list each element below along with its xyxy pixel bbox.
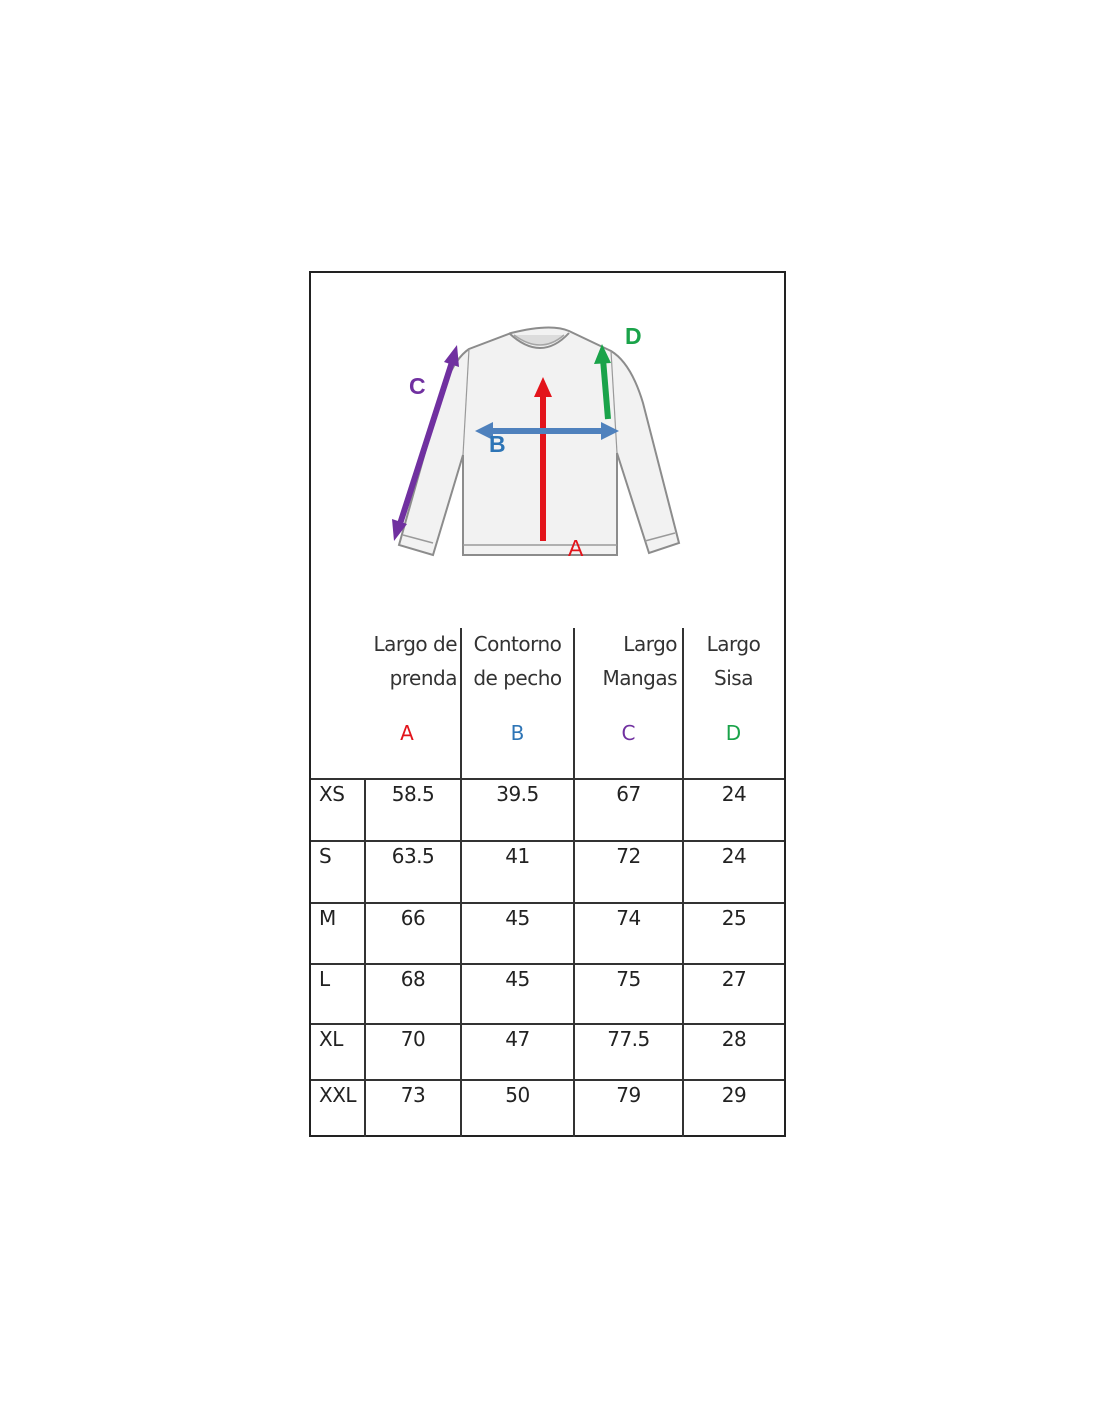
measure-a: 70: [400, 1027, 426, 1051]
header-col-a: [365, 613, 461, 779]
size-label: XL: [319, 1027, 343, 1051]
label-c: C: [409, 373, 426, 399]
measure-c: 72: [616, 844, 641, 868]
row-divider-3: [311, 963, 784, 965]
measure-a: 63.5: [391, 844, 435, 868]
label-b: B: [489, 431, 506, 457]
measure-b: 50: [505, 1083, 530, 1107]
size-label: XXL: [319, 1083, 357, 1107]
header-d-line1: Largo: [706, 632, 761, 656]
measure-c: 67: [616, 782, 641, 806]
header-d-letter: D: [725, 721, 742, 745]
row-divider-2: [311, 902, 784, 904]
label-d: D: [625, 323, 642, 349]
header-b-line2: de pecho: [473, 666, 562, 690]
measure-d: 24: [721, 782, 747, 806]
measure-b: 39.5: [496, 782, 539, 806]
row-divider-5: [311, 1079, 784, 1081]
header-d-line2: Sisa: [714, 666, 753, 690]
measure-d: 24: [721, 844, 747, 868]
measure-b: 41: [505, 844, 530, 868]
measure-d: 28: [721, 1027, 747, 1051]
header-a-line1: Largo de: [373, 632, 457, 656]
size-label: L: [319, 967, 330, 991]
header-c-line1: Largo: [623, 632, 677, 656]
sweater-illustration: [311, 273, 784, 613]
table-header: [311, 613, 784, 779]
measure-d: 29: [721, 1083, 747, 1107]
arrow-c-head-top: [444, 345, 459, 367]
header-a-line2: prenda: [389, 666, 457, 690]
garment-diagram: [311, 273, 784, 613]
measure-b: 47: [505, 1027, 530, 1051]
measure-b: 45: [505, 906, 530, 930]
header-col-d: [683, 613, 784, 779]
measure-a: 68: [400, 967, 426, 991]
header-b-letter: B: [510, 721, 525, 745]
size-label: S: [319, 844, 332, 868]
size-label: XS: [319, 782, 345, 806]
measure-c: 77.5: [607, 1027, 650, 1051]
measure-c: 75: [616, 967, 641, 991]
header-col-b: [461, 613, 574, 779]
measure-a: 66: [400, 906, 426, 930]
label-a: A: [568, 535, 584, 561]
header-c-letter: C: [621, 721, 636, 745]
row-divider-1: [311, 840, 784, 842]
measure-c: 79: [616, 1083, 641, 1107]
size-label: M: [319, 906, 336, 930]
header-a-letter: A: [400, 721, 414, 745]
col-divider-2: [460, 628, 462, 1137]
header-col-c: [574, 613, 683, 779]
measure-b: 45: [505, 967, 530, 991]
measure-a: 73: [400, 1083, 426, 1107]
col-divider-3: [573, 628, 575, 1137]
row-divider-4: [311, 1023, 784, 1025]
header-b-line1: Contorno: [473, 632, 562, 656]
header-c-line2: Mangas: [602, 666, 677, 690]
measure-d: 25: [721, 906, 747, 930]
measure-a: 58.5: [391, 782, 435, 806]
measure-d: 27: [721, 967, 747, 991]
size-chart: [309, 271, 786, 1137]
row-divider-0: [311, 778, 784, 780]
measure-c: 74: [616, 906, 641, 930]
col-divider-4: [682, 628, 684, 1137]
